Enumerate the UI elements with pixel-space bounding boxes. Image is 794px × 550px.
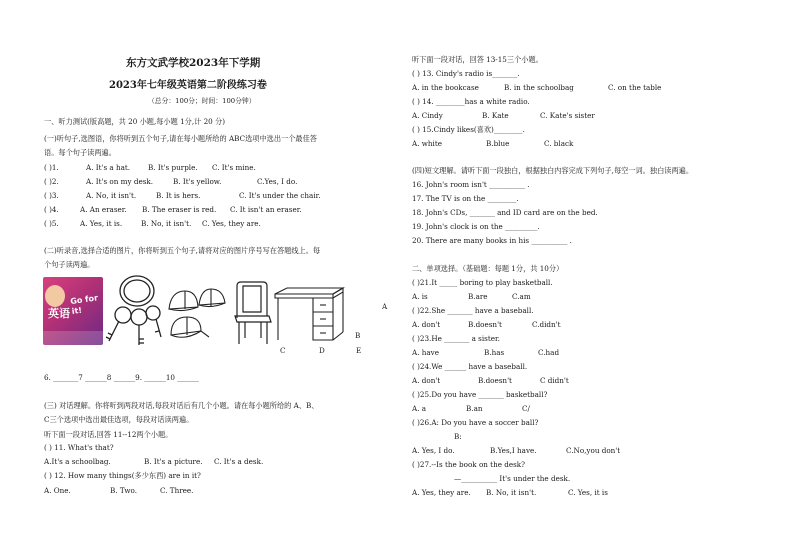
question-number: ( )5. [44, 219, 59, 228]
option-a: A. An eraser. [80, 205, 127, 214]
option-b: B. No, it isn't. [486, 488, 537, 497]
option-c: C. black [544, 139, 574, 148]
option-c: C.Yes, I do. [257, 177, 298, 186]
option-a: A. don't [412, 376, 441, 385]
option-b: B. The eraser is red. [142, 205, 217, 214]
option-c: C. It isn't an eraser. [230, 205, 302, 214]
question-26-options [412, 446, 621, 455]
option-c: C. Three. [160, 486, 194, 495]
picture-label-c: C [280, 346, 286, 355]
question-12: ( ) 12. How many things(多少东西) are in it? [44, 471, 201, 480]
question-11: ( ) 11. What's that? [44, 443, 114, 452]
option-a: A.It's a schoolbag. [44, 457, 111, 466]
question-number: ( )1. [44, 163, 59, 172]
option-b: B.blue [486, 139, 510, 148]
question-23: ( )23.He _______ a sister. [412, 334, 500, 343]
question-13-options [412, 83, 662, 92]
option-b: B. No, it isn't. [141, 219, 192, 228]
question-22: ( )22.She _______ have a baseball. [412, 306, 534, 315]
option-a: A. One. [44, 486, 71, 495]
option-b: B.doesn't [468, 320, 502, 329]
question-12-options [44, 486, 194, 495]
question-number: ( )2. [44, 177, 59, 186]
option-a: A. white [412, 139, 442, 148]
fill-item-20: 20. There are many books in his __________ . [412, 236, 572, 245]
question-27: ( )27.--Is the book on the desk? [412, 460, 525, 469]
listen-instruction: 听下面一段对话，回答 13-15三个小题。 [412, 55, 543, 64]
option-a: A. a [412, 404, 427, 413]
question-11-options [44, 457, 264, 466]
option-c: C. Yes, they are. [202, 219, 261, 228]
option-c: C. It's a desk. [214, 457, 264, 466]
question-27-options [412, 488, 608, 497]
option-a: A. Yes, they are. [412, 488, 471, 497]
question-14-options [412, 111, 595, 120]
option-b: B. Two. [110, 486, 138, 495]
option-a: A. in the bookcase [412, 83, 479, 92]
option-c: C didn't [540, 376, 569, 385]
part3-instruction-3: 听下面一段对话,回答 11--12两个小题。 [44, 430, 173, 439]
part4-instruction: (四)短文理解。请听下面一段独白，根据独白内容完成下列句子,每空一词。独白读两遍。 [412, 166, 694, 175]
option-c: C.didn't [532, 320, 561, 329]
question-21-options [412, 292, 531, 301]
question-24: ( )24.We ______ have a baseball. [412, 362, 528, 371]
picture-label-e: E [356, 346, 362, 355]
picture-label-d: D [319, 346, 325, 355]
score-time: （总分：100分；时间：100分钟） [148, 97, 256, 105]
option-b: B. It is hers. [156, 191, 201, 200]
question-27-response: —__________ It's under the desk. [454, 474, 571, 483]
question-22-options [412, 320, 561, 329]
textbook-cn-title: 英语 [48, 307, 70, 320]
option-b: B.Yes,I have. [490, 446, 537, 455]
option-c: C/ [522, 404, 530, 413]
option-a: A. don't [412, 320, 441, 329]
school-title: 东方文武学校2023年下学期 [126, 57, 261, 69]
question-number: ( )4. [44, 205, 59, 214]
question-26: ( )26.A: Do you have a soccer ball? [412, 418, 539, 427]
part2-instruction-2: 个句子读两遍。 [44, 260, 95, 269]
question-3 [44, 191, 321, 200]
option-a: A. have [412, 348, 439, 357]
part3-instruction-2: C三个选项中选出最佳选项，每段对话读两遍。 [44, 415, 194, 424]
question-25-options [412, 404, 530, 413]
option-c: C. Kate's sister [540, 111, 595, 120]
option-a: A. It's on my desk. [86, 177, 154, 186]
question-14: ( ) 14. ________has a white radio. [412, 97, 530, 106]
option-b: B. It's a picture. [144, 457, 203, 466]
fill-item-19: 19. John's clock is on the _________. [412, 222, 540, 231]
option-a: A. It's a hat. [86, 163, 131, 172]
picture-label-a: A [382, 302, 388, 311]
section2-title: 二、单项选择。（基础题：每题 1分，共 10分） [412, 264, 564, 273]
section1-title: 一、听力测试(版高题，共 20 小题,每小题 1分,计 20 分) [44, 117, 226, 126]
part1-instruction-1: (一)听句子,选图语，你将听到五个句子,请在每小题所给的 ABC选项中选出一个最佳答 [44, 134, 317, 143]
question-26-response: B: [454, 432, 462, 441]
part1-instruction-2: 语。每个句子读两遍。 [44, 148, 116, 157]
option-a: A. Yes, it is. [80, 219, 123, 228]
option-b: B.has [484, 348, 505, 357]
option-b: B. It's yellow. [173, 177, 222, 186]
question-13: ( ) 13. Cindy's radio is_______. [412, 69, 520, 78]
exam-title: 2023年七年级英语第二阶段练习卷 [109, 80, 267, 91]
option-a: A. No, it isn't. [86, 191, 137, 200]
option-b: B. Kate [482, 111, 509, 120]
textbook-person [45, 285, 65, 307]
option-b: B. in the schoolbag [504, 83, 574, 92]
question-1 [44, 163, 256, 172]
textbook-en-title: Go for it! [69, 293, 99, 316]
chair-image [233, 278, 273, 346]
option-c: C.had [538, 348, 560, 357]
option-c: C. It's mine. [212, 163, 256, 172]
question-25: ( )25.Do you have _______ basketball? [412, 390, 548, 399]
picture-label-b: B [355, 331, 361, 340]
option-b: B. It's purple. [148, 163, 198, 172]
keys-image [105, 271, 163, 349]
question-4 [44, 205, 302, 214]
question-number: ( )3. [44, 191, 59, 200]
option-b: B.are [468, 292, 488, 301]
option-c: C. Yes, it is [568, 488, 608, 497]
part3-instruction-1: (三) 对话理解。你将听到两段对话,每段对话后有几个小题。请在每小题所给的 A、B、 [44, 401, 319, 410]
part2-instruction-1: (二)听录音,选择合适的图片，你将听到五个句子,请将对应的图片序号写在答题线上。每 [44, 246, 321, 255]
option-c: C.No,you don't [566, 446, 621, 455]
question-15-options [412, 139, 574, 148]
question-23-options [412, 348, 560, 357]
option-b: B.doesn't [478, 376, 512, 385]
fill-item-18: 18. John's CDs, _______ and ID card are on the bed. [412, 208, 598, 217]
question-24-options [412, 376, 569, 385]
option-c: C.am [512, 292, 531, 301]
picture-answer-blanks: 6. _______7 ______8 ______9. ______10 ______ [44, 373, 199, 382]
question-15: ( ) 15.Cindy likes(喜欢)________. [412, 125, 525, 134]
option-a: A. Cindy [412, 111, 443, 120]
question-21: ( )21.It _____ boring to play basketball. [412, 278, 553, 287]
option-a: A. is [412, 292, 428, 301]
desk-image [273, 286, 345, 342]
fill-item-17: 17. The TV is on the ________. [412, 194, 519, 203]
fill-item-16: 16. John's room isn't __________ . [412, 180, 530, 189]
option-c: C. on the table [608, 83, 662, 92]
option-c: C. It's under the chair. [239, 191, 321, 200]
caps-image [165, 285, 229, 345]
option-a: A. Yes, I do. [412, 446, 455, 455]
option-b: B.an [466, 404, 483, 413]
question-5 [44, 219, 261, 228]
textbook-image [43, 277, 103, 345]
question-2 [44, 177, 298, 186]
